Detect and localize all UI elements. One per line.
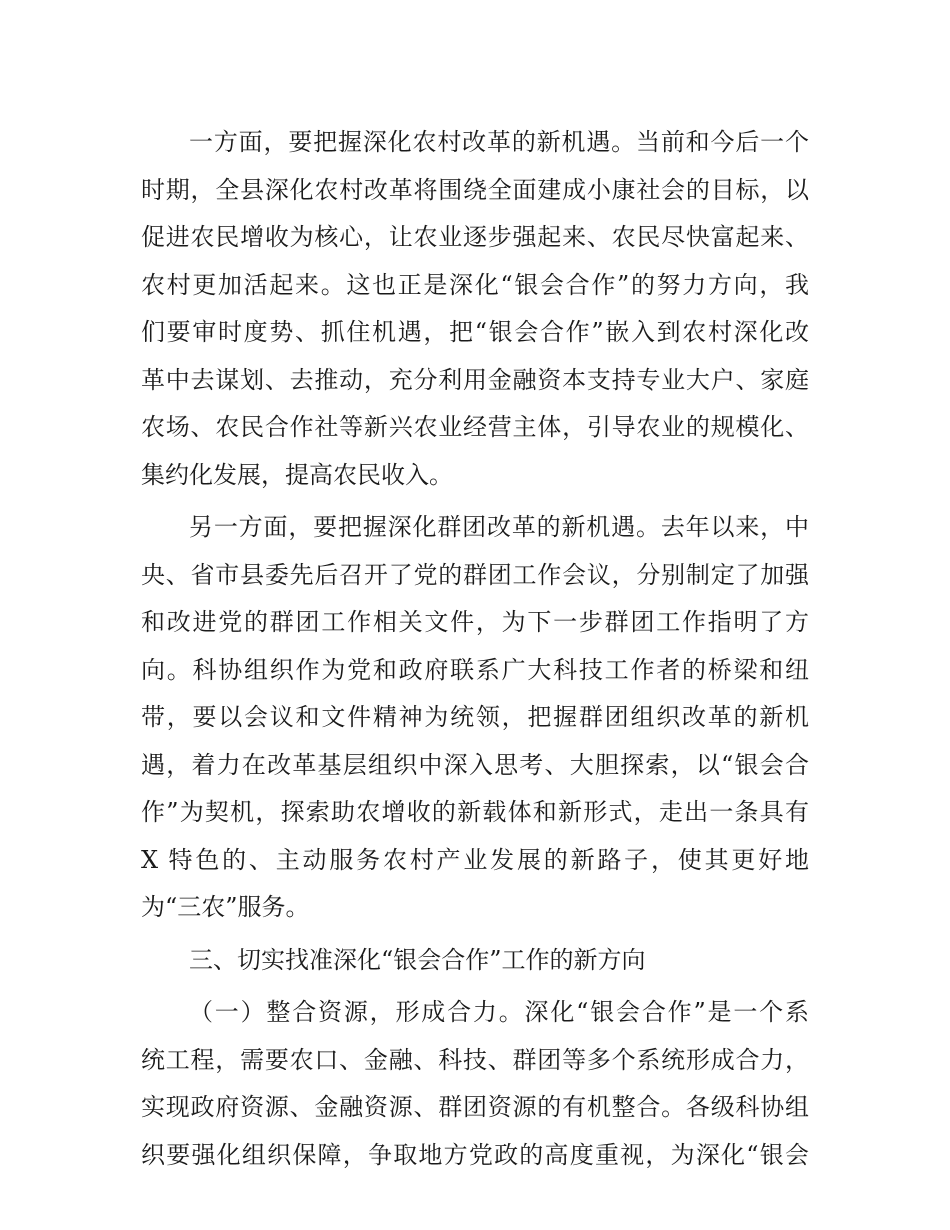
paragraph-3-line-4: 织要强化组织保障，争取地方党政的高度重视，为深化“银会 xyxy=(141,1140,809,1169)
paragraph-1-line-4: 农村更加活起来。这也正是深化“银会合作”的努力方向，我 xyxy=(141,270,809,299)
paragraph-2-line-4: 向。科协组织作为党和政府联系广大科技工作者的桥梁和纽 xyxy=(141,655,809,684)
paragraph-2-line-8: X 特色的、主动服务农村产业发展的新路子，使其更好地 xyxy=(141,845,809,874)
paragraph-1-line-5: 们要审时度势、抓住机遇，把“银会合作”嵌入到农村深化改 xyxy=(141,318,809,346)
paragraph-2-line-9: 为“三农”服务。 xyxy=(141,893,310,921)
paragraph-1-line-7: 农场、农民合作社等新兴农业经营主体，引导农业的规模化、 xyxy=(141,413,809,441)
paragraph-1-line-6: 革中去谋划、去推动，充分利用金融资本支持专业大户、家庭 xyxy=(141,365,809,394)
section-heading: 三、切实找准深化“银会合作”工作的新方向 xyxy=(189,945,646,974)
paragraph-2-line-7: 作”为契机，探索助农增收的新载体和新形式，走出一条具有 xyxy=(141,798,809,826)
document-body xyxy=(141,119,809,1179)
paragraph-2-line-3: 和改进党的群团工作相关文件，为下一步群团工作指明了方 xyxy=(141,608,809,636)
paragraph-3-line-3: 实现政府资源、金融资源、群团资源的有机整合。各级科协组 xyxy=(141,1093,809,1121)
paragraph-3-line-2: 统工程，需要农口、金融、科技、群团等多个系统形成合力， xyxy=(141,1045,809,1074)
paragraph-2-line-1: 另一方面，要把握深化群团改革的新机遇。去年以来，中 xyxy=(189,513,809,541)
paragraph-3-line-1: （一）整合资源，形成合力。深化“银会合作”是一个系 xyxy=(189,998,809,1026)
paragraph-1-line-3: 促进农民增收为核心，让农业逐步强起来、农民尽快富起来、 xyxy=(141,223,809,251)
paragraph-1-line-2: 时期，全县深化农村改革将围绕全面建成小康社会的目标，以 xyxy=(141,175,809,204)
paragraph-2-line-6: 遇，着力在改革基层组织中深入思考、大胆探索，以“银会合 xyxy=(141,750,809,779)
paragraph-2-line-2: 央、省市县委先后召开了党的群团工作会议，分别制定了加强 xyxy=(141,560,809,589)
paragraph-1-line-1: 一方面，要把握深化农村改革的新机遇。当前和今后一个 xyxy=(189,128,809,156)
paragraph-2-line-5: 带，要以会议和文件精神为统领，把握群团组织改革的新机 xyxy=(141,703,809,731)
paragraph-1-line-8: 集约化发展，提高农民收入。 xyxy=(141,460,453,489)
